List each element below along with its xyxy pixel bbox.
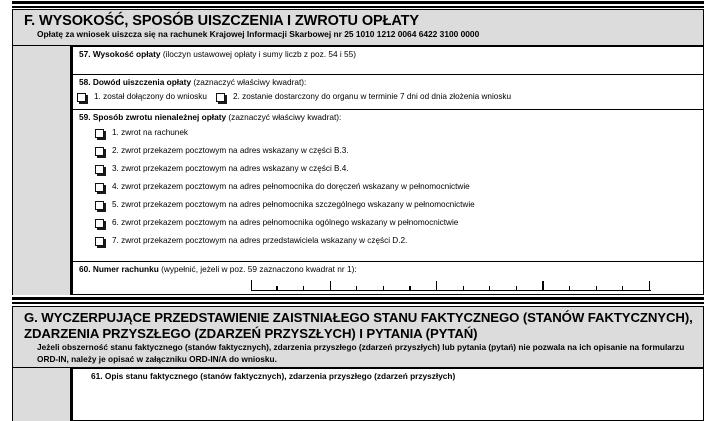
field-57-wysokosc-oplaty[interactable] [72,46,704,75]
comb-cell[interactable] [357,279,384,291]
field-58-label [73,75,703,88]
field-58-number: 58. [79,77,91,87]
checkbox-row-59-6[interactable] [95,218,458,228]
account-number-comb-input[interactable] [251,279,651,291]
checkbox-icon-59-5[interactable] [95,201,104,210]
field-57-label [73,47,703,60]
field-59-number: 59. [79,112,91,122]
field-59-label-bold: Sposób zwrotu nienależnej opłaty [92,112,227,122]
field-57-label-rest: (iloczyn ustawowej opłaty i sumy liczb z poz. 54 i 55) [162,49,357,59]
checkbox-row-59-2[interactable] [95,146,349,156]
section-g-subtitle-line1: Jeżeli obszerność stanu faktycznego (stanów faktycznych), zdarzenia przyszłego (zdarzeń przyszłych) lub pytania (pytań) nie pozwala na ich [37,342,592,352]
checkbox-icon-58-1[interactable] [77,93,86,102]
section-g-header [12,306,704,368]
section-f-title: F. WYSOKOŚĆ, SPOSÓB UISZCZENIA I ZWROTU OPŁATY [24,13,419,29]
checkbox-icon-59-7[interactable] [95,237,104,246]
top-rule-thick [12,1,704,4]
comb-cell[interactable] [544,279,571,291]
section-g-title-line2: FAKTYCZNYCH), ZDARZENIA PRZYSZŁEGO (ZDARZEŃ PRZYSZŁYCH) I PYTANIA (PYTAŃ) [24,310,693,341]
field-57-label-bold: Wysokość opłaty [92,49,161,59]
section-separator-thick [12,297,704,300]
comb-cell[interactable] [490,279,517,291]
field-61-label [73,369,703,382]
field-61-label-bold: Opis stanu faktycznego (stanów faktycznych), zdarzenia przyszłego (zdarzeń przyszłych) [104,371,456,381]
checkbox-label-59-7: 7. zwrot przekazem pocztowym na adres przedstawiciela wskazany w części D.2. [112,236,408,245]
comb-cell[interactable] [570,279,597,291]
section-g-title-line1: G. WYCZERPUJĄCE PRZEDSTAWIENIE ZAISTNIAŁEGO STANU FAKTYCZNEGO (STANÓW [24,310,585,325]
field-60-label-rest: (wypełnić, jeżeli w poz. 59 zaznaczono kwadrat nr 1): [161,264,357,274]
checkbox-row-58-1[interactable] [77,92,207,102]
field-60-number: 60. [79,264,91,274]
comb-cell[interactable] [278,279,305,291]
checkbox-row-59-3[interactable] [95,164,349,174]
field-58-label-bold: Dowód uiszczenia opłaty [92,77,192,87]
field-59-label-rest: (zaznaczyć właściwy kwadrat): [228,112,342,122]
checkbox-label-59-4: 4. zwrot przekazem pocztowym na adres pełnomocnika do doręczeń wskazany w pełnomocnictwie [112,182,470,191]
checkbox-row-59-7[interactable] [95,236,407,246]
checkbox-row-58-2[interactable] [216,92,511,102]
checkbox-icon-59-3[interactable] [95,165,104,174]
comb-cell[interactable] [464,279,491,291]
checkbox-row-59-5[interactable] [95,200,475,210]
checkbox-icon-59-1[interactable] [95,129,104,138]
checkbox-label-58-2: 2. zostanie dostarczony do organu w terminie 7 dni od dnia złożenia wniosku [233,92,512,101]
comb-cell[interactable] [437,279,464,291]
checkbox-icon-58-2[interactable] [216,93,225,102]
top-rule-thin [12,6,704,8]
comb-cell[interactable] [623,279,650,291]
checkbox-label-59-3: 3. zwrot przekazem pocztowym na adres wskazany w części B.4. [112,164,349,173]
section-g-title [13,307,703,341]
field-58-label-rest: (zaznaczyć właściwy kwadrat): [193,77,307,87]
section-f-header [12,9,704,46]
checkbox-icon-59-6[interactable] [95,219,104,228]
checkbox-label-58-1: 1. został dołączony do wniosku [94,92,207,101]
field-57-number: 57. [79,49,91,59]
field-60-label [73,262,703,275]
section-g-subtitle [13,341,703,367]
comb-cell[interactable] [304,279,331,291]
section-f-subtitle: Opłatę za wniosek uiszcza się na rachunek Krajowej Informacji Skarbowej nr 25 1010 1212 0064 6422 3100 0000 [37,29,480,39]
checkbox-label-59-5: 5. zwrot przekazem pocztowym na adres pełnomocnika szczególnego wskazany w pełnomocnictwie [112,200,475,209]
checkbox-icon-59-4[interactable] [95,183,104,192]
left-gutter-section-g [12,368,72,421]
section-separator-thin [12,302,704,304]
field-61-opis-stanu[interactable] [72,368,704,421]
comb-cell[interactable] [597,279,624,291]
field-60-label-bold: Numer rachunku [92,264,159,274]
section-g-subtitle-line2: opisanie na formularzu ORD-IN, należy je opisać w załączniku ORD-IN/A do wniosku. [37,342,685,364]
left-gutter-section-f [12,9,72,295]
comb-cell[interactable] [411,279,438,291]
checkbox-icon-59-2[interactable] [95,147,104,156]
checkbox-row-59-4[interactable] [95,182,470,192]
field-59-label [73,110,703,123]
checkbox-label-59-6: 6. zwrot przekazem pocztowym na adres pełnomocnika ogólnego wskazany w pełnomocnictwie [112,218,459,227]
field-61-number: 61. [91,371,103,381]
comb-cell[interactable] [517,279,544,291]
checkbox-row-59-1[interactable] [95,128,188,138]
comb-cell[interactable] [331,279,358,291]
comb-cell[interactable] [251,279,278,291]
checkbox-label-59-2: 2. zwrot przekazem pocztowym na adres wskazany w części B.3. [112,146,349,155]
comb-cell[interactable] [384,279,411,291]
checkbox-label-59-1: 1. zwrot na rachunek [112,128,189,137]
